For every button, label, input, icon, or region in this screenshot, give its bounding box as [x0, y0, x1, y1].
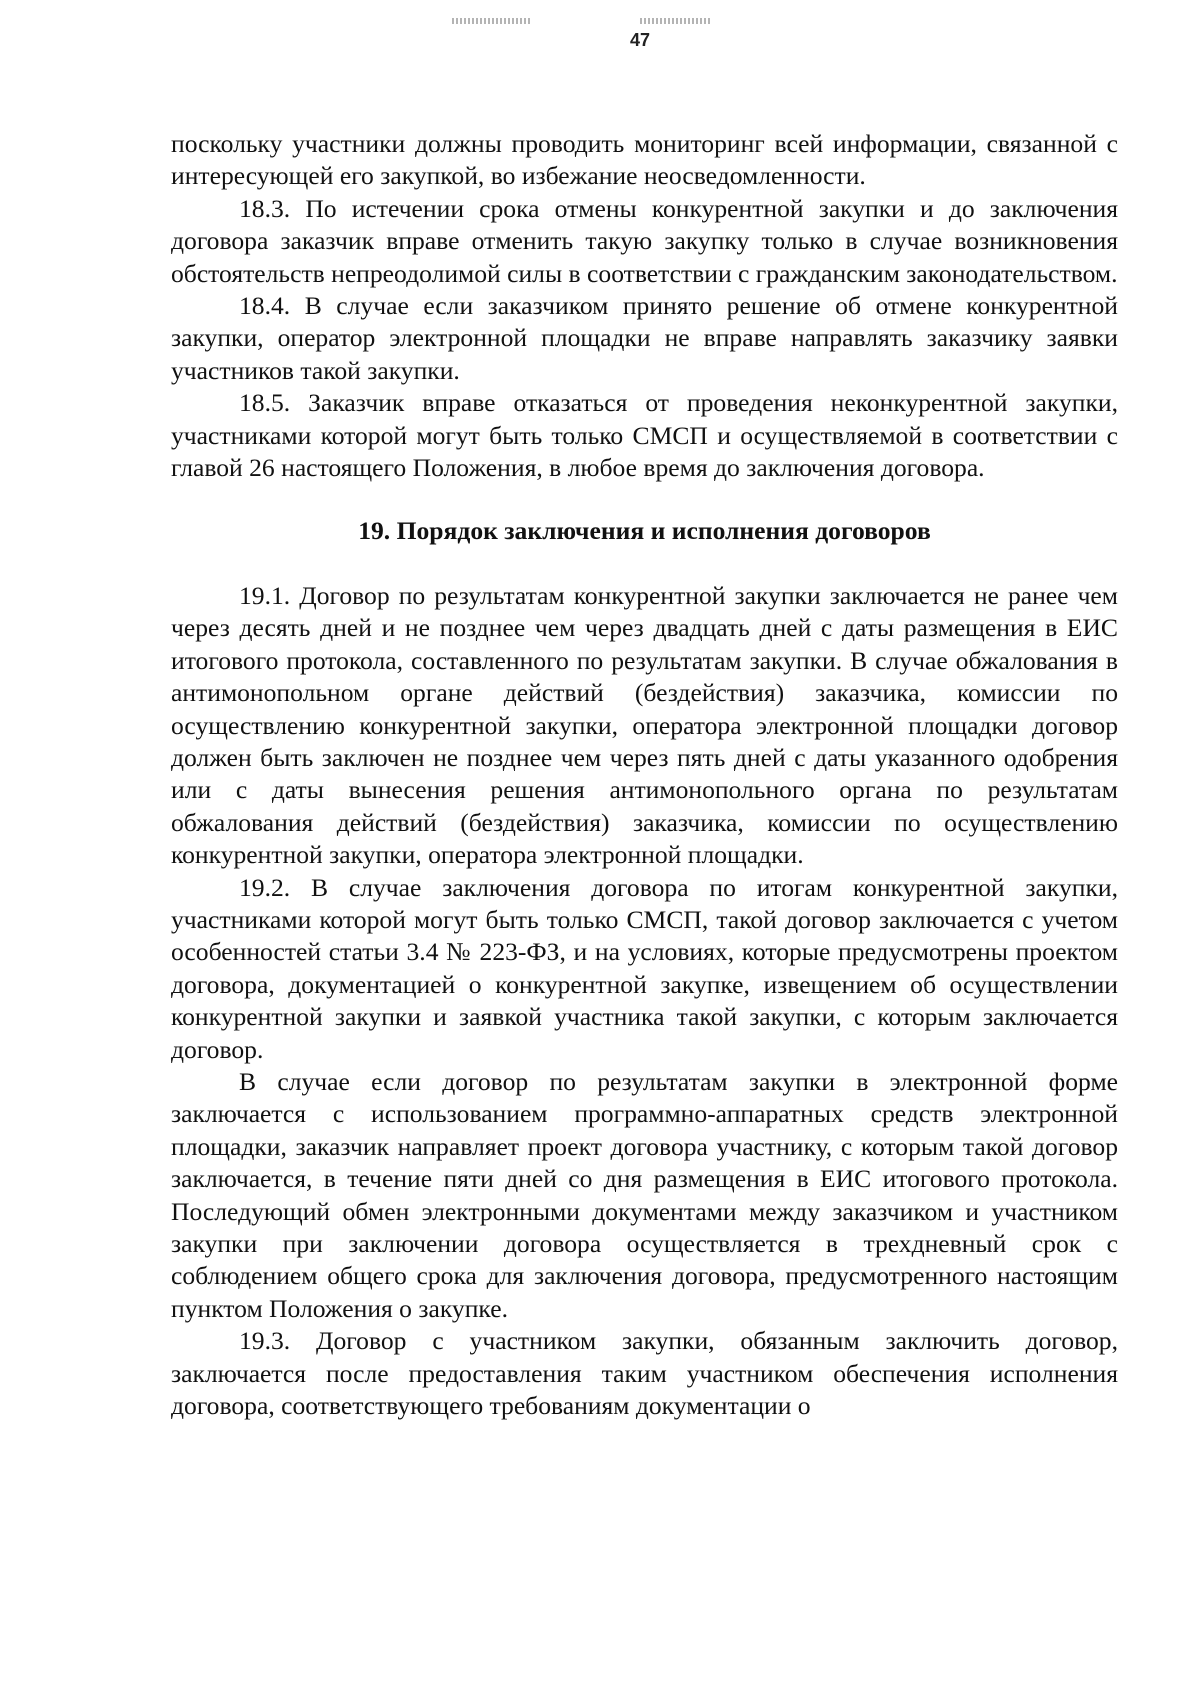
section-heading: 19. Порядок заключения и исполнения договоров: [358, 516, 931, 546]
paragraph-19-3: 19.3. Договор с участником закупки, обязанным заключить договор, заключается после предоставления таким участником обеспечения исполнения договора, соответствующего требованиям документации о: [171, 1326, 1118, 1421]
paragraph-19-2-continued: В случае если договор по результатам закупки в электронной форме заключается с использованием программно-аппаратных средств электронной площадки, заказчик направляет проект договора участнику, с которым такой договор заключается, в течение пяти дней со дня размещения в ЕИС итогового протокола. Последующий обмен электронными документами между заказчиком и участником закупки при заключении договора осуществляется в трехдневный срок с соблюдением общего срока для заключения договора, предусмотренного настоящим пунктом Положения о закупке.: [171, 1066, 1118, 1323]
paragraph-19-1: 19.1. Договор по результатам конкурентной закупки заключается не ранее чем через десять дней и не позднее чем через двадцать дней с даты размещения в ЕИС итогового протокола, составленного по результатам закупки. В случае обжалования в антимонопольном органе действий (бездействия) заказчика, комиссии по осуществлению конкурентной закупки, оператора электронной площадки договор должен быть заключен не позднее чем через пять дней с даты указанного одобрения или с даты вынесения решения антимонопольного органа по результатам обжалования действий (бездействия) заказчика, комиссии по осуществлению конкурентной закупки, оператора электронной площадки.: [171, 580, 1118, 870]
document-body: [171, 128, 1118, 1422]
paragraph-19-2: 19.2. В случае заключения договора по итогам конкурентной закупки, участниками которой могут быть только СМСП, такой договор заключается с учетом особенностей статьи 3.4 № 223-ФЗ, и на условиях, которые предусмотрены проектом договора, документацией о конкурентной закупке, извещением об осуществлении конкурентной закупки и заявкой участника такой закупки, с которым заключается договор.: [171, 872, 1118, 1064]
paragraph-18-5: 18.5. Заказчик вправе отказаться от проведения неконкурентной закупки, участниками которой могут быть только СМСП и осуществляемой в соответствии с главой 26 настоящего Положения, в любое время до заключения договора.: [171, 388, 1118, 483]
paragraph-continuation: поскольку участники должны проводить мониторинг всей информации, связанной с интересующей его закупкой, во избежание неосведомленности.: [171, 129, 1118, 191]
paragraph-18-4: 18.4. В случае если заказчиком принято решение об отмене конкурентной закупки, оператор электронной площадки не вправе направлять заказчику заявки участников такой закупки.: [171, 291, 1118, 385]
page-number: 47: [629, 30, 651, 50]
scan-artifact: [452, 18, 530, 24]
scan-artifact: [640, 18, 712, 24]
paragraph-18-3: 18.3. По истечении срока отмены конкурентной закупки и до заключения договора заказчик вправе отменить такую закупку только в случае возникновения обстоятельств непреодолимой силы в соответствии с гражданским законодательством.: [171, 193, 1118, 288]
